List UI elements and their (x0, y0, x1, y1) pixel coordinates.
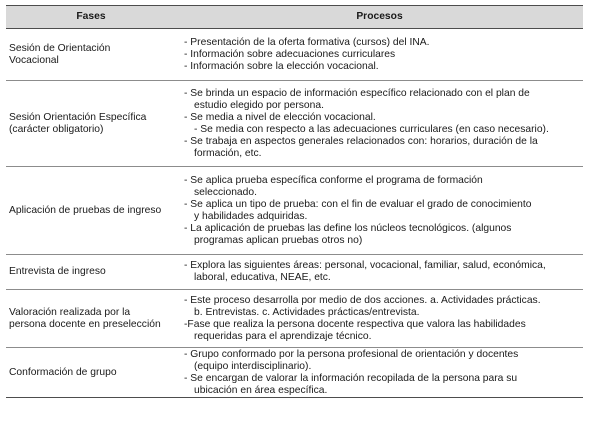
table-row (6, 29, 583, 81)
proceso-line: - Presentación de la oferta formativa (cursos) del INA. (184, 36, 430, 48)
proceso-line: - Se encargan de valorar la información recopilada de la persona para su (184, 372, 518, 384)
proceso-line: - Se media con respecto a las adecuaciones curriculares (en caso necesario). (194, 123, 549, 135)
proceso-line: - Grupo conformado por la persona profesional de orientación y docentes (184, 348, 519, 360)
table-row (6, 290, 583, 348)
proceso-line: b. Entrevistas. c. Actividades prácticas/entrevista. (194, 306, 420, 318)
procesos-cell (176, 255, 583, 290)
proceso-line: - Se media a nivel de elección vocacional. (184, 111, 376, 123)
fase-line: persona docente en preselección (9, 318, 161, 330)
proceso-line: seleccionado. (194, 186, 257, 198)
proceso-line: ubicación en área específica. (194, 384, 328, 396)
fases-procesos-table (6, 5, 583, 398)
proceso-line: -Fase que realiza la persona docente respectiva que valora las habilidades (184, 318, 526, 330)
header-procesos: Procesos (176, 6, 583, 29)
proceso-line: formación, etc. (194, 147, 262, 159)
fase-cell (6, 81, 176, 167)
fase-line: Entrevista de ingreso (9, 266, 106, 277)
table-header-row (6, 6, 583, 29)
table-row (6, 167, 583, 255)
table-row (6, 255, 583, 290)
fase-cell (6, 29, 176, 81)
table-row (6, 348, 583, 398)
header-fases: Fases (6, 6, 176, 29)
proceso-line: - La aplicación de pruebas las define los núcleos tecnológicos. (algunos (184, 222, 512, 234)
table-body (6, 29, 583, 398)
fase-cell (6, 255, 176, 290)
proceso-line: laboral, educativa, NEAE, etc. (194, 272, 331, 283)
proceso-line: - Se trabaja en aspectos generales relacionados con: horarios, duración de la (184, 135, 538, 147)
fase-line: Aplicación de pruebas de ingreso (9, 204, 162, 216)
fase-cell (6, 167, 176, 255)
procesos-cell (176, 348, 583, 398)
fase-cell (6, 348, 176, 398)
proceso-line: - Este proceso desarrolla por medio de dos acciones. a. Actividades prácticas. (184, 294, 541, 306)
document (6, 5, 583, 398)
proceso-line: - Se aplica un tipo de prueba: con el fin de evaluar el grado de conocimiento (184, 198, 532, 210)
fase-line: Vocacional (9, 54, 59, 66)
procesos-cell (176, 29, 583, 81)
proceso-line: - Se brinda un espacio de información específico relacionado con el plan de (184, 87, 530, 99)
fase-line: (carácter obligatorio) (9, 123, 104, 135)
proceso-line: requeridas para el aprendizaje técnico. (194, 330, 372, 342)
proceso-line: estudio elegido por persona. (194, 99, 324, 111)
proceso-line: (equipo interdisciplinario). (194, 360, 312, 372)
fase-line: Valoración realizada por la (9, 306, 131, 318)
proceso-line: - Información sobre adecuaciones curriculares (184, 48, 396, 60)
proceso-line: - Explora las siguientes áreas: personal, vocacional, familiar, salud, económica, (184, 260, 546, 271)
procesos-cell (176, 167, 583, 255)
proceso-line: y habilidades adquiridas. (194, 210, 308, 222)
fase-cell (6, 290, 176, 348)
fase-line: Sesión Orientación Específica (9, 111, 147, 123)
proceso-line: - Información sobre la elección vocacional. (184, 60, 379, 72)
proceso-line: programas aplican pruebas otros no) (194, 234, 363, 246)
fase-line: Conformación de grupo (9, 366, 117, 378)
fase-line: Sesión de Orientación (9, 42, 111, 54)
proceso-line: - Se aplica prueba específica conforme el programa de formación (184, 174, 483, 186)
procesos-cell (176, 290, 583, 348)
table-row (6, 81, 583, 167)
procesos-cell (176, 81, 583, 167)
